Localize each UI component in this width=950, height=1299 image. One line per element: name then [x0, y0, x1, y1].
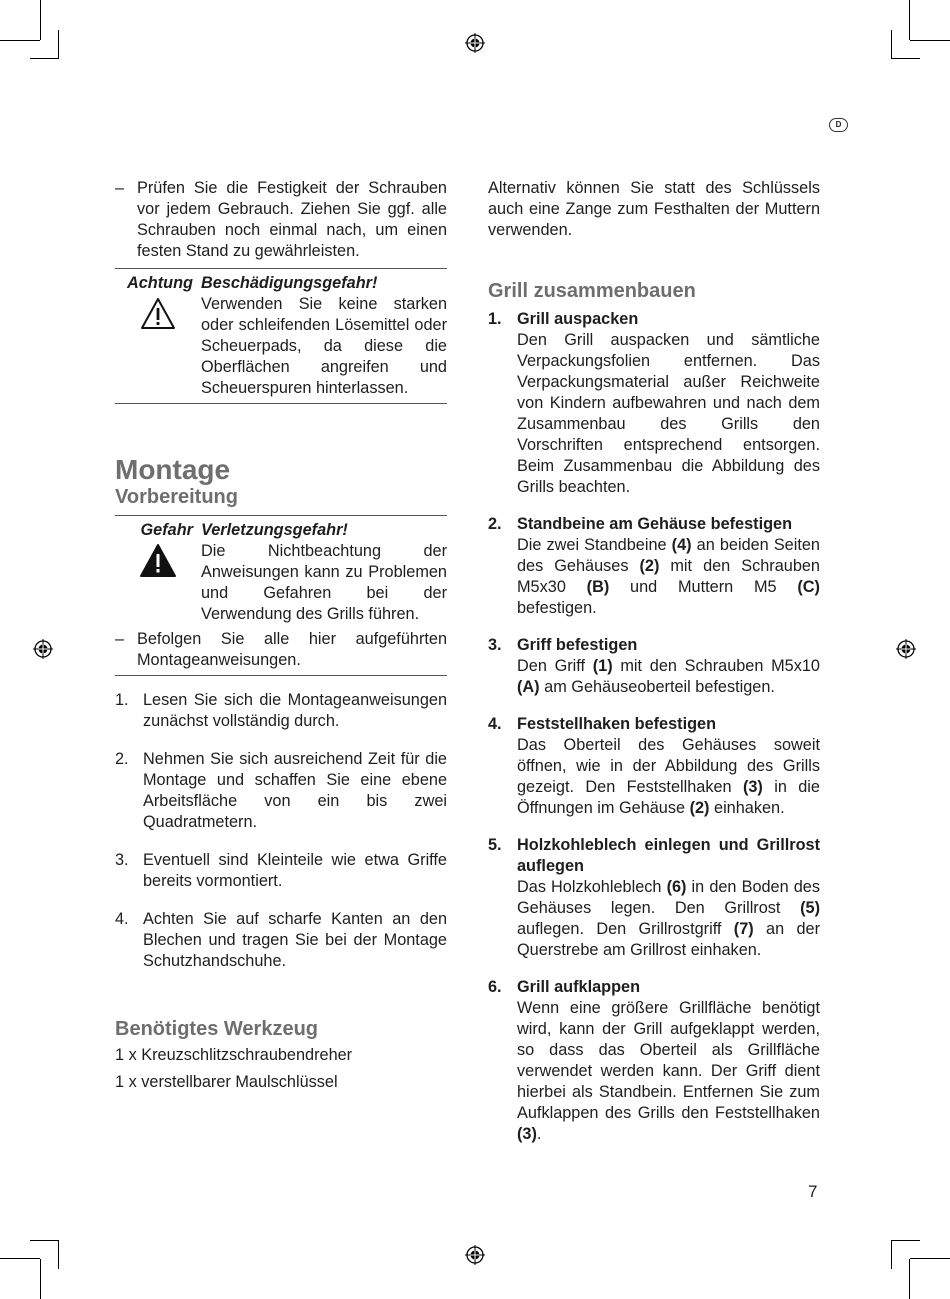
step-text: befestigen. — [517, 599, 597, 617]
prep-step — [115, 690, 447, 732]
step-text: an beiden Seiten des Gehäuses — [517, 536, 820, 575]
step-text: einhaken. — [709, 799, 785, 817]
registration-mark-left-icon — [33, 639, 53, 659]
step-text: Das Holzkohleblech — [517, 878, 667, 896]
danger-body — [201, 520, 447, 625]
dash-bullet: – — [115, 630, 125, 648]
caution-triangle-icon — [139, 296, 177, 332]
prep-step-text: Achten Sie auf scharfe Kanten an den Blechen und tragen Sie bei der Montage Schutzhandschuhe. — [143, 910, 447, 970]
part-ref: (C) — [797, 578, 820, 596]
step-body — [517, 714, 820, 819]
prep-step-text: Lesen Sie sich die Montageanweisungen zunächst vollständig durch. — [143, 691, 447, 730]
crop-mark-top-right-v2 — [891, 30, 892, 59]
part-ref: (3) — [517, 1125, 537, 1143]
tools-title: Benötigtes Werkzeug — [115, 1018, 318, 1040]
crop-mark-bottom-left-v2 — [58, 1240, 59, 1269]
caution-title: Beschädigungsgefahr! — [201, 274, 378, 292]
prep-step — [115, 749, 447, 833]
prep-step-number: 2. — [115, 750, 129, 768]
crop-mark-top-right-v — [909, 0, 910, 40]
caution-body — [201, 273, 447, 399]
assembly-step — [488, 309, 820, 498]
prep-step — [115, 850, 447, 892]
step-body — [517, 309, 820, 498]
step-number: 4. — [488, 715, 502, 733]
step-number: 5. — [488, 836, 502, 854]
crop-mark-bottom-right-v2 — [891, 1240, 892, 1269]
prep-step-number: 4. — [115, 910, 129, 928]
caution-box — [115, 269, 447, 399]
crop-mark-bottom-left-v — [40, 1259, 41, 1299]
crop-mark-bottom-right-v — [909, 1259, 910, 1299]
divider — [115, 675, 447, 676]
follow-instructions-text: Befolgen Sie alle hier aufgeführten Montageanweisungen. — [137, 630, 447, 669]
step-text: Den Grill auspacken und sämtliche Verpackungsfolien entfernen. Das Verpackungsmaterial außer Reichweite von Kindern aufbewahren und nach dem Zusammenbau des Grills den Vorschriften entsprechend entsorgen. Beim Zusammenbau die Abbildung des Grills beachten. — [517, 331, 820, 496]
dash-bullet: – — [115, 179, 125, 197]
step-title: Griff befestigen — [517, 636, 638, 654]
step-number: 2. — [488, 515, 502, 533]
step-text: mit den Schrauben M5x10 — [612, 657, 820, 675]
step-body — [517, 835, 820, 961]
assembly-step — [488, 635, 820, 698]
registration-mark-right-icon — [896, 639, 916, 659]
crop-mark-bottom-right-h — [910, 1258, 950, 1259]
step-text: an der Querstrebe am Grillrost einhaken. — [517, 920, 820, 959]
language-badge: D — [829, 118, 848, 132]
assembly-step — [488, 514, 820, 619]
crop-mark-top-right-h — [910, 40, 950, 41]
section-title: Montage — [115, 454, 231, 485]
step-title: Grill auspacken — [517, 310, 639, 328]
step-text: in die Öffnungen im Gehäuse — [517, 778, 820, 817]
prep-step-text: Nehmen Sie sich ausreichend Zeit für die Montage und schaffen Sie eine ebene Arbeitsfläche von ein bis zwei Quadratmetern. — [143, 750, 447, 831]
prep-step — [115, 909, 447, 972]
part-ref: (A) — [517, 678, 540, 696]
step-body — [517, 514, 820, 619]
step-text: Die zwei Standbeine — [517, 536, 672, 554]
part-ref: (2) — [689, 799, 710, 817]
part-ref: (5) — [800, 899, 820, 917]
left-column — [115, 178, 447, 1093]
crop-mark-top-left-h2 — [30, 58, 59, 59]
assembly-step — [488, 835, 820, 961]
part-ref: (3) — [742, 778, 763, 796]
caution-label-column — [115, 273, 201, 399]
step-text: Das Oberteil des Gehäuses soweit öffnen, wie in der Abbildung des Grills gezeigt. Den Feststellhaken — [517, 736, 820, 796]
alternative-text: Alternativ können Sie statt des Schlüssels auch eine Zange zum Festhalten der Muttern verwenden. — [488, 179, 820, 239]
divider — [115, 403, 447, 404]
step-title: Standbeine am Gehäuse befestigen — [517, 515, 793, 533]
part-ref: (4) — [671, 536, 692, 554]
registration-mark-top-icon — [465, 33, 485, 53]
caution-label: Achtung — [126, 274, 193, 292]
step-number: 6. — [488, 978, 502, 996]
check-screws-item — [115, 178, 447, 262]
crop-mark-top-left-h — [0, 40, 40, 41]
step-body — [517, 635, 820, 698]
part-ref: (2) — [639, 557, 660, 575]
prep-step-number: 3. — [115, 851, 129, 869]
danger-triangle-icon — [138, 543, 178, 579]
part-ref: (1) — [592, 657, 613, 675]
step-text: am Gehäuseoberteil befestigen. — [539, 678, 775, 696]
assembly-title: Grill zusammenbauen — [488, 280, 696, 302]
crop-mark-bottom-left-h — [0, 1258, 40, 1259]
crop-mark-bottom-left-h2 — [30, 1240, 59, 1241]
subsection-title: Vorbereitung — [115, 486, 238, 508]
right-column — [488, 178, 820, 1145]
assembly-step — [488, 977, 820, 1145]
danger-box — [115, 516, 447, 625]
step-text: mit den Schrauben M5x30 — [517, 557, 820, 596]
step-text: auflegen. Den Grillrostgriff — [517, 920, 734, 938]
danger-label: Gefahr — [140, 521, 193, 539]
crop-mark-bottom-right-h2 — [891, 1240, 920, 1241]
part-ref: (7) — [733, 920, 754, 938]
danger-text: Die Nichtbeachtung der Anweisungen kann zu Problemen und Gefahren bei der Verwendung des Grills führen. — [201, 542, 447, 623]
danger-title: Verletzungsgefahr! — [201, 521, 348, 539]
step-text: Wenn eine größere Grillfläche benötigt wird, kann der Grill aufgeklappt werden, so dass das Oberteil als Grillfläche verwendet werden kann. Der Griff dient hierbei als Standbein. Entfernen Sie zum Aufklappen des Grills den Feststellhaken — [517, 999, 820, 1122]
crop-mark-top-left-v2 — [58, 30, 59, 59]
crop-mark-top-left-v — [40, 0, 41, 40]
prep-step-text: Eventuell sind Kleinteile wie etwa Griffe bereits vormontiert. — [143, 851, 447, 890]
step-title: Grill aufklappen — [517, 978, 641, 996]
step-text: . — [536, 1125, 542, 1143]
follow-instructions-item — [115, 629, 447, 671]
step-text: Den Griff — [517, 657, 593, 675]
step-text: in den Boden des Gehäuses legen. Den Grillrost — [517, 878, 820, 917]
step-title: Feststellhaken befestigen — [517, 715, 717, 733]
check-screws-text: Prüfen Sie die Festigkeit der Schrauben vor jedem Gebrauch. Ziehen Sie ggf. alle Schrauben noch einmal nach, um einen festen Stand zu gewährleisten. — [137, 179, 447, 260]
caution-text: Verwenden Sie keine starken oder schleifenden Lösemittel oder Scheuerpads, da diese die Oberflächen angreifen und Scheuerspuren hinterlassen. — [201, 295, 447, 397]
page-number: 7 — [808, 1182, 818, 1201]
registration-mark-bottom-icon — [465, 1245, 485, 1265]
tool-item: 1 x Kreuzschlitzschraubendreher — [115, 1046, 353, 1064]
step-text: und Muttern M5 — [609, 578, 798, 596]
step-number: 1. — [488, 310, 502, 328]
part-ref: (6) — [666, 878, 687, 896]
danger-label-column — [115, 520, 201, 625]
tool-item: 1 x verstellbarer Maulschlüssel — [115, 1073, 338, 1091]
assembly-step — [488, 714, 820, 819]
step-body — [517, 977, 820, 1145]
prep-step-number: 1. — [115, 691, 129, 709]
step-number: 3. — [488, 636, 502, 654]
part-ref: (B) — [586, 578, 610, 596]
crop-mark-top-right-h2 — [891, 58, 920, 59]
step-title: Holzkohleblech einlegen und Grillrost auflegen — [517, 836, 820, 875]
